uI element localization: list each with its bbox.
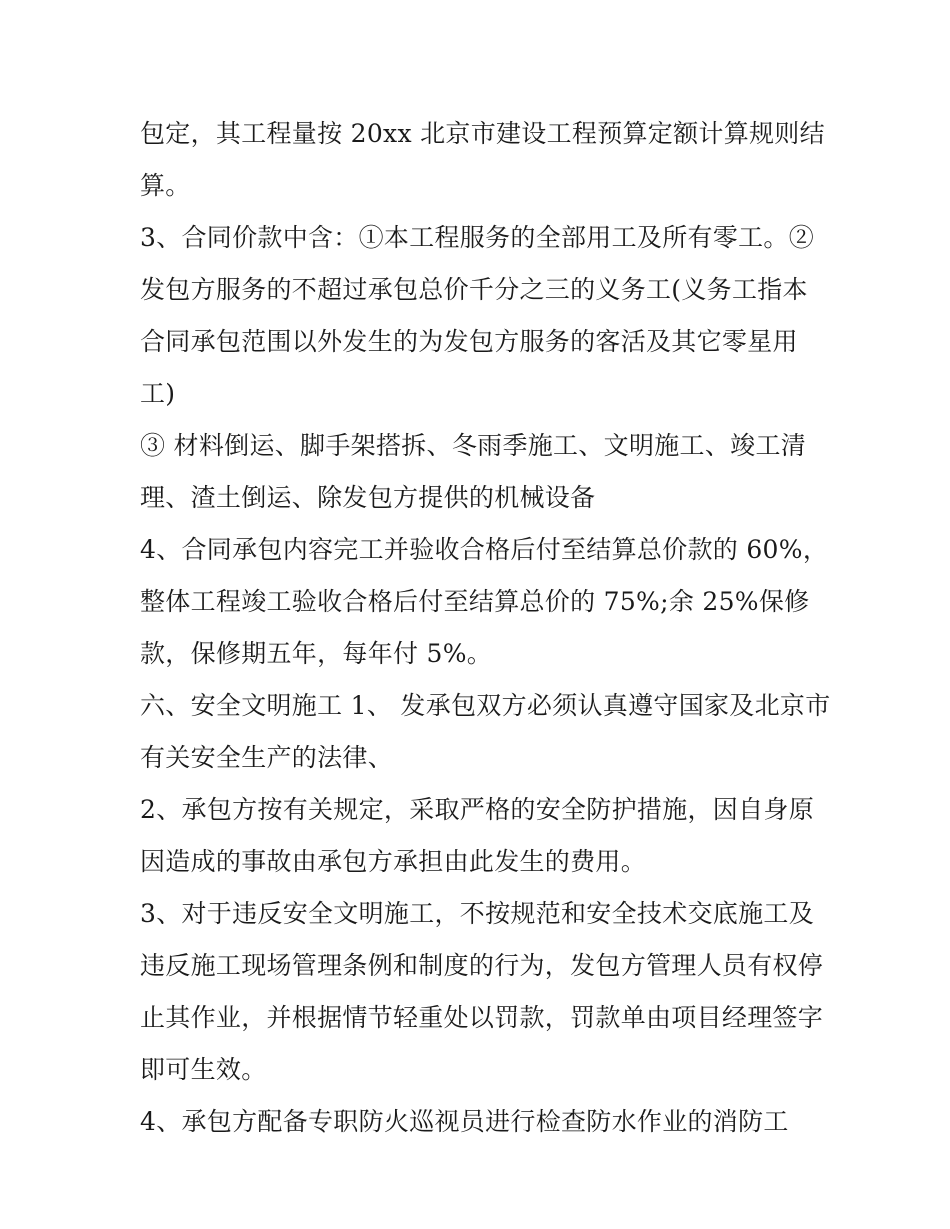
paragraph-violations xyxy=(140,888,824,1096)
text-line: 违反施工现场管理条例和制度的行为，发包方管理人员有权停 xyxy=(140,951,824,980)
text-line: 发包方服务的不超过承包总价千分之三的义务工(义务工指本 xyxy=(140,275,808,304)
paragraph-materials xyxy=(140,420,820,524)
text-line: 包定，其工程量按 20xx 北京市建设工程预算定额计算规则结 xyxy=(140,119,825,148)
paragraph-fire-watch xyxy=(140,1096,820,1148)
text-line: 即可生效。 xyxy=(140,1055,267,1084)
paragraph-settlement xyxy=(140,108,825,212)
document-body xyxy=(140,108,831,1148)
paragraph-contract-price xyxy=(140,212,820,420)
text-line: 4、承包方配备专职防火巡视员进行检查防水作业的消防工 xyxy=(140,1107,789,1136)
paragraph-payment xyxy=(140,524,829,680)
text-line: ③ 材料倒运、脚手架搭拆、冬雨季施工、文明施工、竣工清 xyxy=(140,431,807,460)
text-line: 整体工程竣工验收合格后付至结算总价的 75%;余 25%保修 xyxy=(140,587,810,616)
text-line: 算。 xyxy=(140,171,191,200)
text-line: 3、对于违反安全文明施工，不按规范和安全技术交底施工及 xyxy=(140,899,815,928)
text-line: 3、合同价款中含：①本工程服务的全部用工及所有零工。② xyxy=(140,223,815,252)
text-line: 2、承包方按有关规定，采取严格的安全防护措施，因自身原 xyxy=(140,795,815,824)
text-line: 4、合同承包内容完工并验收合格后付至结算总价款的 60%， xyxy=(140,535,829,564)
text-line: 六、安全文明施工 1、 发承包双方必须认真遵守国家及北京市 xyxy=(140,691,831,720)
text-line: 止其作业，并根据情节轻重处以罚款，罚款单由项目经理签字 xyxy=(140,1003,824,1032)
text-line: 因造成的事故由承包方承担由此发生的费用。 xyxy=(140,847,647,876)
text-line: 款，保修期五年，每年付 5%。 xyxy=(140,639,493,668)
paragraph-safety-measures xyxy=(140,784,820,888)
text-line: 有关安全生产的法律、 xyxy=(140,743,394,772)
text-line: 合同承包范围以外发生的为发包方服务的客活及其它零星用 xyxy=(140,327,798,356)
text-line: 理、渣土倒运、除发包方提供的机械设备 xyxy=(140,483,596,512)
text-line: 工) xyxy=(140,379,176,408)
paragraph-safety-heading xyxy=(140,680,831,784)
